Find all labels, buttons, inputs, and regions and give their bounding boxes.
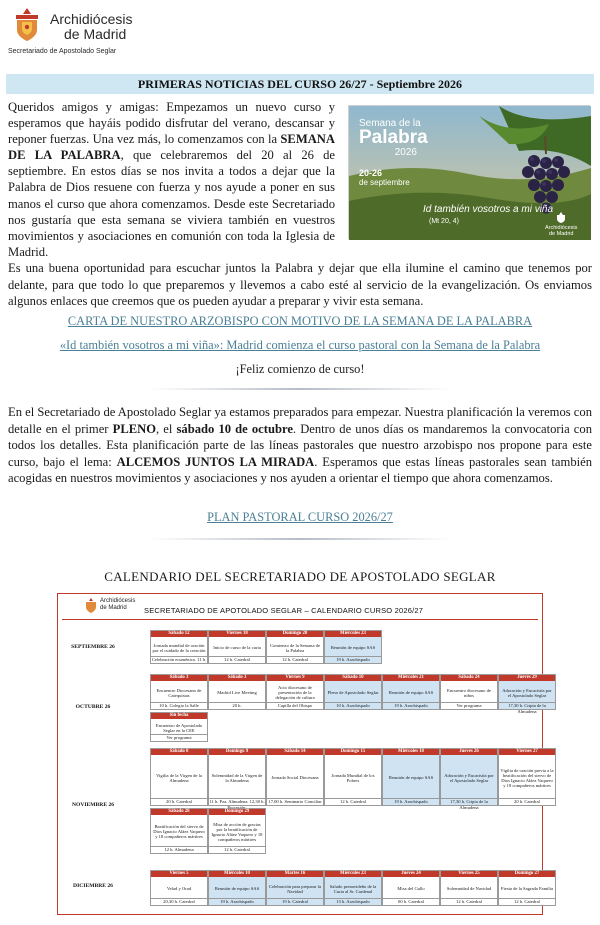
calendar-event-day: Domingo 27 — [499, 871, 555, 877]
calendar-event-place: 20 h. — [209, 702, 265, 709]
calendar-event-day: Miércoles 18 — [383, 749, 439, 755]
plan-bold-pleno: PLENO — [112, 421, 157, 436]
calendar-event-title: Jornada mundial de oración por el cuidado de la creación — [152, 642, 206, 653]
section-divider — [150, 388, 450, 390]
calendar-event-title: Encuentro de Apostolado Seglar en la CEE — [155, 722, 203, 733]
calendar-event-cell — [382, 870, 440, 906]
calendar-event-cell — [150, 630, 208, 664]
poster-dates: 20-26 — [359, 168, 383, 178]
plan-text-c: . Dentro de unos días os mandaremos la convocatoria con todos los detalles. Esta planificación parte de las líneas pastorales que nuestro arzobispo nos propone para este curso, bajo el lema: — [8, 421, 592, 469]
calendar-event-place: 20 h. Catedral — [151, 798, 207, 805]
calendar-event-day: Miércoles 23 — [325, 631, 381, 637]
calendar-event-cell — [498, 674, 556, 714]
calendar-event-day: Domingo 29 — [209, 809, 265, 815]
calendar-event-day: Viernes 25 — [441, 871, 497, 877]
calendar-event-place: 20 h. Catedral — [499, 798, 555, 805]
calendar-event-day: Sábado 28 — [151, 809, 207, 815]
calendar-event-cell — [498, 748, 556, 806]
calendar-table — [57, 593, 554, 915]
calendar-event-place: 11 h. Pza. Almudena. 12,30 h. — [209, 799, 265, 804]
plan-text-a: En el Secretariado de Apostolado Seglar ya estamos preparados para empezar. Nuestra planificación la veremos con detalle en el primer — [8, 405, 592, 436]
intro-text-b: , que celebraremos del 20 al 26 de septiembre. En estos días se nos invita a todos a dejar que la Palabra de Dios resuene con fuerza y nos ayude a poner en sus manos el curso que ahora comenzamos. Desde este Secretariado nos gustaría que esta semana se viviera también en vuestros movimientos y asociaciones en comunión con toda la Iglesia de Madrid. — [8, 148, 335, 259]
org-name — [50, 12, 132, 42]
calendar-event-title: Solemnidad de Navidad — [446, 886, 492, 891]
calendar-event-cell — [440, 748, 498, 810]
month-label-november: NOVIEMBRE 26 — [71, 802, 115, 808]
calendar-event-title: Reunión de equipo SAS — [209, 877, 265, 899]
calendar-event-cell — [266, 630, 324, 664]
calendar-event-cell — [266, 870, 324, 906]
calendar-event-place: 19 h. Arzobispado — [325, 656, 381, 663]
poster-title-line2: Palabra — [359, 127, 428, 148]
calendar-event-title: Reunión de equipo SAS — [383, 755, 439, 799]
calendar-event-title: Reunión de equipo SAS — [383, 681, 439, 703]
calendar-event-place: 12 h. Catedral — [499, 898, 555, 905]
calendar-event-title: Vigilia de oración previa a la beatificación del siervo de Dios Ignacio Aláez Vaquero y 18 compañeros mártires — [500, 767, 554, 788]
calendar-event-cell — [208, 808, 266, 854]
calendar-event-place: Capilla del Obispo — [267, 702, 323, 709]
calendar-event-title: Encuentro Diocesano de Catequistas — [156, 687, 202, 698]
calendar-event-day: Sábado 3 — [151, 675, 207, 681]
calendar-event-day: Domingo 15 — [325, 749, 381, 755]
calendar-event-day: Jueves 29 — [499, 675, 555, 681]
calendar-event-day: Jueves 26 — [441, 749, 497, 755]
calendar-event-place: 12 h. Catedral — [325, 798, 381, 805]
calendar-event-place: 00 h. Catedral — [383, 898, 439, 905]
calendar-event-day: Miércoles 21 — [383, 675, 439, 681]
calendar-heading: SECRETARIADO DE APOTOLADO SEGLAR – CALENDARIO CURSO 2026/27 — [144, 606, 424, 615]
calendar-event-place: 12 h. Catedral — [209, 846, 265, 853]
calendar-event-title: Beatificación del siervo de Dios Ignacio Aláez Vaquero y 18 compañeros mártires — [153, 824, 205, 839]
semana-palabra-poster — [348, 105, 590, 239]
calendar-event-title: Misa de acción de gracias por la beatificación de Ignacio Aláez Vaquero y 18 compañeros mártires — [211, 821, 263, 842]
calendar-event-day: Sábado 10 — [325, 675, 381, 681]
link-carta-arzobispo[interactable]: CARTA DE NUESTRO ARZOBISPO CON MOTIVO DE LA SEMANA DE LA PALABRA — [67, 314, 533, 328]
calendar-event-day: Domingo 9 — [209, 749, 265, 755]
calendar-event-title: Comienzo de la Semana de la Palabra — [269, 642, 320, 653]
calendar-event-day: Viernes 27 — [499, 749, 555, 755]
calendar-event-title: Solemnidad de la Virgen de la Almudena — [211, 772, 263, 783]
calendar-event-cell — [324, 630, 382, 664]
plan-paragraph — [8, 404, 592, 487]
org-name-line1: Archidiócesis — [50, 11, 133, 27]
calendar-event-title: Celebración para preparar la Navidad — [267, 877, 323, 899]
calendar-event-cell — [324, 674, 382, 710]
calendar-event-cell — [208, 674, 266, 710]
org-subtitle: Secretariado de Apostolado Seglar — [8, 48, 117, 55]
calendar-event-day: Sábado 12 — [151, 631, 207, 637]
month-label-october: OCTUBRE 26 — [75, 704, 111, 710]
org-name-line2: de Madrid — [64, 26, 127, 42]
calendar-event-title: Pleno de Apostolado Seglar — [325, 681, 381, 703]
calendar-event-cell — [498, 870, 556, 906]
calendar-event-day: Domingo 20 — [267, 631, 323, 637]
calendar-event-place: 12 h. Catedral — [441, 898, 497, 905]
intro-bold-semana: SEMANA DE LA PALABRA — [8, 132, 335, 163]
calendar-event-title: Encuentro diocesano de niños — [447, 687, 491, 698]
calendar-event-day: Sábado 8 — [151, 749, 207, 755]
calendar-event-title: Adoración y Eucaristía por el Apostolado Seglar — [499, 681, 555, 703]
calendar-event-title: Adoración y Eucaristía por el Apostolado Seglar — [441, 755, 497, 799]
calendar-event-day: Miércoles 23 — [325, 871, 381, 877]
intro-continuation: Es una buena oportunidad para escuchar juntos la Palabra y dejar que ella ilumine el camino que tenemos por delante, para que todo lo que preparemos y llevemos a cabo esté al servicio de la evangelización. Os enviamos algunos enlaces que creemos que os pueden ayudar a preparar y vivir esta semana. — [8, 261, 592, 308]
calendar-event-title: Vigilia de la Virgen de la Almudena — [156, 772, 202, 783]
org-header — [8, 6, 208, 56]
calendar-event-cell — [208, 870, 266, 906]
calendar-event-place: Ver programa — [151, 734, 207, 741]
calendar-event-day: Viernes 9 — [267, 675, 323, 681]
poster-citation: (Mt 20, 4) — [429, 218, 459, 225]
calendar-event-title: Jornada Social Diocesana — [271, 775, 319, 780]
calendar-event-cell — [266, 674, 324, 710]
calendar-event-cell — [324, 870, 382, 906]
calendar-event-place: 20,30 h. Catedral — [151, 898, 207, 905]
poster-title-line1: Semana de la — [359, 118, 421, 129]
plan-text-b: , el — [156, 421, 177, 436]
calendar-event-cell — [324, 748, 382, 806]
calendar-event-place: 19 h. Arzobispado — [383, 798, 439, 805]
calendar-event-cell — [150, 712, 208, 742]
month-label-september: SEPTIEMBRE 26 — [71, 644, 115, 650]
calendar-event-cell — [150, 674, 208, 710]
month-label-december: DICIEMBRE 26 — [73, 883, 113, 889]
poster-brand-line2: de Madrid — [548, 231, 574, 237]
plan-bold-date: sábado 10 de octubre — [176, 421, 293, 436]
calendar-event-title: Saludo prenavideño de la Curia al Sr. Cardenal — [325, 877, 381, 899]
calendar-event-title: Madrid Live Meeting — [217, 690, 257, 695]
calendar-event-place: 17,30 h. Cripta de la Almudena — [499, 702, 555, 709]
calendar-event-cell — [150, 870, 208, 906]
poster-brand-seal-icon — [556, 212, 566, 223]
calendar-event-cell — [150, 808, 208, 854]
section-divider-2 — [150, 538, 450, 540]
calendar-event-day: Viernes 18 — [209, 631, 265, 637]
archdiocese-seal-icon — [10, 6, 44, 44]
poster-brand — [545, 212, 577, 237]
plan-bold-lema: ALCEMOS JUNTOS LA MIRADA — [116, 454, 315, 469]
calendar-event-title: Jornada Mundial de los Pobres — [331, 772, 375, 783]
calendar-event-title: Acto diocesano de presentación de la delegación de cultura — [275, 685, 315, 700]
calendar-logo-line1: Archidiócesis — [100, 598, 136, 604]
calendar-event-place: 17,30 h. Cripta de la Almudena — [441, 798, 497, 805]
poster-dates-month: de septiembre — [359, 178, 410, 187]
calendar-event-title: Misa del Gallo — [397, 886, 425, 891]
calendar-event-place: 13 h. Arzobispado — [325, 898, 381, 905]
calendar-heading-rule — [62, 619, 538, 620]
calendar-event-title: Reunión de equipo SAS — [325, 637, 381, 657]
calendar-event-cell — [208, 630, 266, 664]
calendar-event-place: 19 h. Arzobispado — [209, 898, 265, 905]
calendar-title: CALENDARIO DEL SECRETARIADO DE APOSTOLADO SEGLAR — [104, 569, 496, 584]
calendar-event-day: Sábado 24 — [441, 675, 497, 681]
calendar-event-place: 12 h. Catedral — [267, 656, 323, 663]
calendar-event-cell — [440, 674, 498, 710]
calendar-event-place: Ver programa — [441, 702, 497, 709]
calendar-event-day: Jueves 24 — [383, 871, 439, 877]
calendar-event-place: 10 h. Colegio la Salle — [151, 702, 207, 709]
calendar-event-place: 10 h. Arzobispado — [325, 702, 381, 709]
calendar-event-day: Miércoles 10 — [209, 871, 265, 877]
calendar-event-place: Celebración ecuménica. 11 h. — [151, 657, 207, 662]
calendar-event-place: 12 h. Almudena — [151, 846, 207, 853]
calendar-logo-line2: de Madrid — [100, 604, 127, 611]
calendar-event-place: 17,00 h. Seminario Conciliar — [268, 799, 322, 804]
intro-text-a: Queridos amigos y amigas: Empezamos un nuevo curso y esperamos que hayáis podido disfrutar del verano, descansar y reponer fuerzas. Una vez más, lo comenzamos con la — [8, 100, 335, 147]
calendar-event-cell — [266, 748, 324, 806]
calendar-event-title: Fiesta de la Sagrada Familia — [500, 886, 554, 891]
calendar-event-day: Viernes 5 — [151, 871, 207, 877]
calendar-event-place: 19 h. Catedral — [267, 898, 323, 905]
link-id-tambien-vosotros[interactable]: «Id también vosotros a mi viña»: Madrid comienza el curso pastoral con la Semana de la Palabra — [59, 338, 541, 352]
poster-brand-line1: Archidiócesis — [545, 225, 578, 231]
calendar-event-day: Sin fecha — [151, 713, 207, 719]
poster-motto: Id también vosotros a mi viña — [423, 204, 554, 215]
calendar-logo-text — [100, 598, 135, 611]
calendar-event-day: Martes 16 — [267, 871, 323, 877]
calendar-event-cell — [440, 870, 498, 906]
newsletter-headline: PRIMERAS NOTICIAS DEL CURSO 26/27 - Septiembre 2026 — [6, 74, 594, 94]
calendar-event-day: Sábado 3 — [209, 675, 265, 681]
calendar-event-cell — [208, 748, 266, 806]
plan-text-d: . Esperamos que estas líneas pastorales sean también acogidas en nuestros movimientos y asociaciones y nos ayuden a orientar el tiempo que ahora comenzamos. — [8, 454, 592, 485]
greeting-text: ¡Feliz comienzo de curso! — [235, 362, 365, 376]
poster-year: 2026 — [394, 147, 417, 158]
calendar-event-title: Inicio de curso de la curia — [213, 645, 261, 650]
calendar-event-day: Sábado 14 — [267, 749, 323, 755]
calendar-event-cell — [382, 748, 440, 806]
calendar-event-place: 19 h. Arzobispado — [383, 702, 439, 709]
calendar-event-title: Velad y Orad — [166, 886, 192, 891]
calendar-logo-icon — [84, 598, 98, 614]
calendar-event-place: 12 h. Catedral — [209, 656, 265, 663]
calendar-event-cell — [382, 674, 440, 710]
intro-paragraph — [8, 99, 335, 260]
calendar-event-cell — [150, 748, 208, 806]
link-plan-pastoral[interactable]: PLAN PASTORAL CURSO 2026/27 — [207, 510, 393, 524]
